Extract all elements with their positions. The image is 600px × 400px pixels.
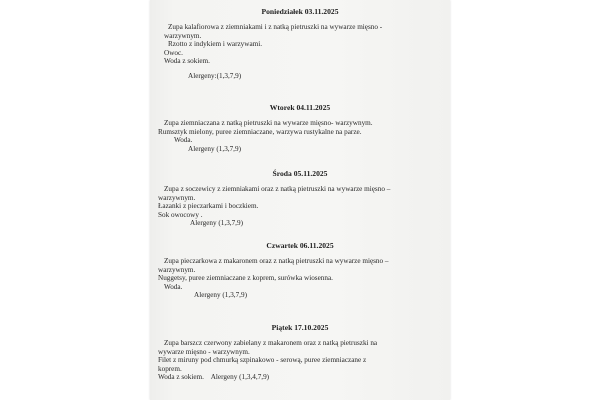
menu-line: Zupa z soczewicy z ziemniakami oraz z natką pietruszki na wywarze mięsno – [164, 185, 391, 194]
day-title: Środa 05.11.2025 [272, 169, 328, 178]
menu-line: Woda z sokiem. [164, 57, 210, 66]
menu-line: Woda. [174, 136, 193, 145]
menu-line: Owoc. [164, 48, 183, 57]
day-block-friday [150, 324, 450, 381]
day-title: Wtorek 04.11.2025 [269, 103, 331, 112]
menu-line: Nuggetsy, puree ziemniaczane z koprem, surówka wiosenna. [158, 274, 333, 283]
menu-line: Zupa kalafiorowa z ziemniakami i z natką pietruszki na wywarze mięsno - [168, 23, 383, 32]
menu-sheet [150, 0, 450, 400]
menu-line: Woda z sokiem. Alergeny (1,3,4,7,9) [158, 373, 270, 382]
menu-line: Filet z miruny pod chmurką szpinakowo - serową, puree ziemniaczane z [158, 356, 367, 365]
allergen-note: Alergeny (1,3,7,9) [194, 291, 247, 300]
menu-line: Zupa ziemniaczana z natką pietruszki na wywarze mięsno- warzywnym. [164, 119, 373, 128]
menu-line: Zupa barszcz czerwony zabielany z makaronem oraz z natką pietruszki na [164, 339, 378, 348]
day-title: Poniedziałek 03.11.2025 [261, 7, 339, 16]
day-block-wednesday [150, 170, 450, 227]
day-block-thursday [150, 242, 450, 299]
menu-line: Woda. [164, 282, 183, 291]
menu-line: warzywnym. [158, 193, 196, 202]
day-block-tuesday [150, 104, 450, 153]
day-title: Piątek 17.10.2025 [271, 323, 329, 332]
menu-line: wywarze mięsno - warzywnym. [158, 347, 250, 356]
menu-line: Łazanki z pieczarkami i boczkiem. [158, 202, 259, 211]
menu-line: Rumsztyk mielony, puree ziemniaczane, warzywa rustykalne na parze. [158, 127, 362, 136]
menu-line: Sok owocowy . [158, 210, 203, 219]
menu-line: koprem. [158, 364, 182, 373]
day-title: Czwartek 06.11.2025 [266, 241, 334, 250]
allergen-note: Alergeny (1,3,7,9) [190, 219, 243, 228]
allergen-note: Alergeny:(1,3,7,9) [188, 72, 242, 81]
allergen-note: Alergeny (1,3,7,9) [188, 144, 241, 153]
menu-line: Rzotto z indykiem i warzywami. [168, 40, 263, 49]
day-block-monday [150, 8, 450, 81]
menu-line: warzywnym. [158, 265, 196, 274]
menu-line: warzywnym. [164, 31, 202, 40]
menu-line: Zupa pieczarkowa z makaronem oraz z natką pietruszki na wywarze mięsno – [164, 257, 389, 266]
